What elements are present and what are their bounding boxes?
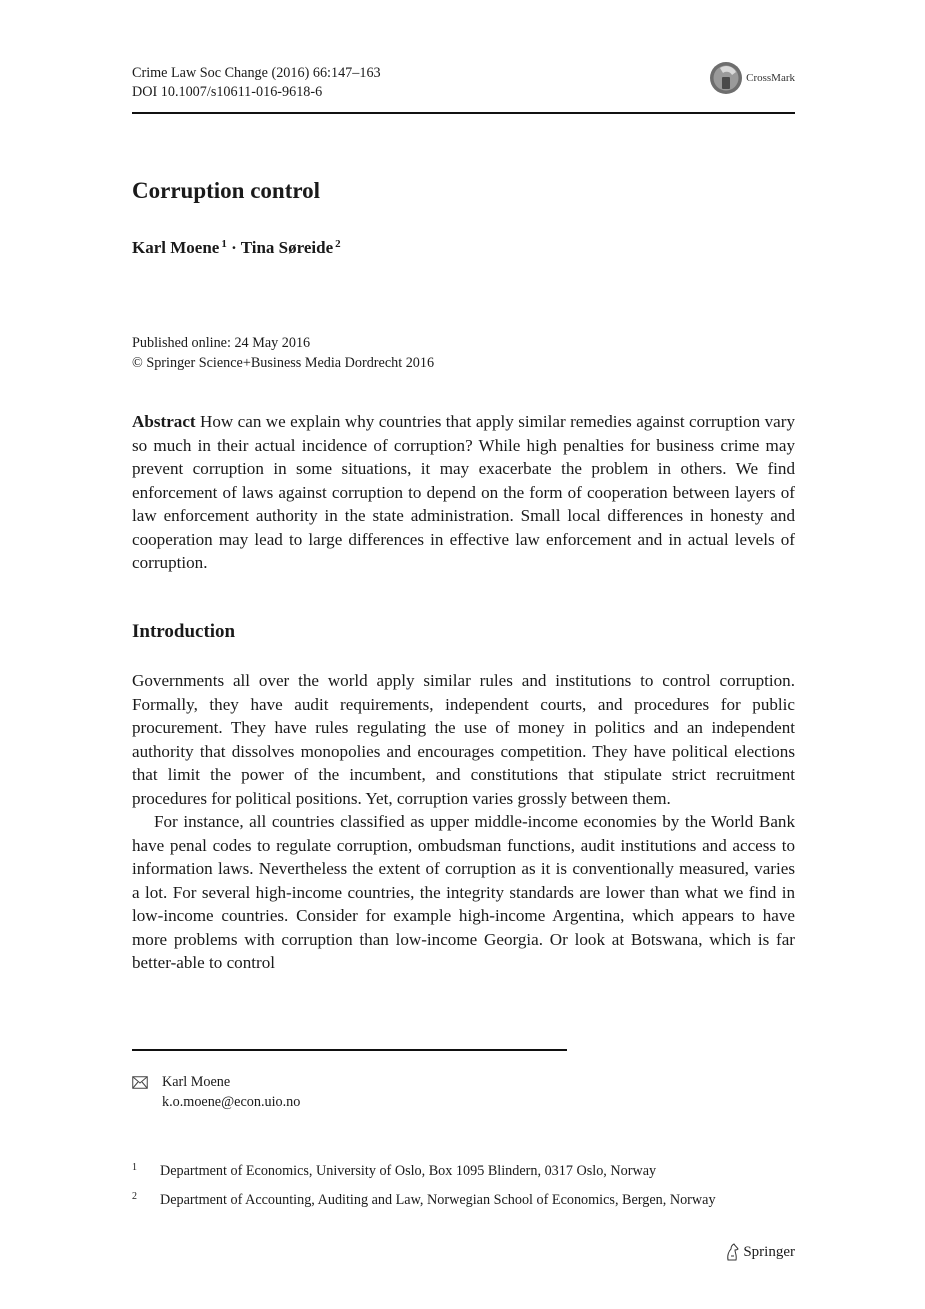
affiliation-text: Department of Accounting, Auditing and Law, Norwegian School of Economics, Bergen, Norway [160,1192,716,1208]
author-name[interactable]: Karl Moene [132,238,220,257]
abstract-label: Abstract [132,412,196,431]
paragraph: Governments all over the world apply similar rules and institutions to control corruption. Formally, they have audit requirements, independent courts, and procedures for public procurement. They have rules regulating the use of money in politics and an independent authority that dissolves monopolies and encourages competition. They have political elections that limit the power of the incumbent, and constitutions that stipulate strict recruitment procedures for political positions. Yet, corruption varies grossly between them. [132,671,795,808]
springer-horse-icon [725,1243,740,1262]
author-list [132,238,341,258]
running-head [132,64,381,102]
author-name[interactable]: Tina Søreide [240,238,334,257]
corresponding-name: Karl Moene [162,1074,231,1090]
crossmark-badge[interactable] [709,61,795,95]
paragraph: For instance, all countries classified as upper middle-income economies by the World Bank have penal codes to regulate corruption, ombudsman functions, audit institutions and access to information laws. Nevertheless the extent of corruption as it is conventionally measured, varies a lot. For several high-income countries, the integrity standards are lower than what we find in low-income countries. Consider for example high-income Argentina, which appears to have more problems with corruption than low-income Georgia. Or look at Botswana, which is far better-able to control [132,812,795,972]
published-date: Published online: 24 May 2016 [132,335,311,351]
affiliation-marker: 1 [221,238,227,250]
publication-info [132,333,434,373]
header-rule [132,112,795,114]
section-heading: Introduction [132,621,236,642]
corresponding-author [132,1072,300,1112]
copyright-notice: © Springer Science+Business Media Dordrecht 2016 [132,355,435,371]
author-separator: · [231,238,237,257]
affiliation-number: 1 [132,1162,137,1173]
affiliation-marker: 2 [335,238,341,250]
abstract [132,410,795,575]
publisher-name: Springer [743,1244,795,1260]
abstract-text: How can we explain why countries that apply similar remedies against corruption vary so much in their actual incidence of corruption? While high penalties for business crime may prevent corruption in some situations, it may exacerbate the problem in others. We find enforcement of laws against corruption to depend on the form of cooperation between layers of law enforcement authority in the state administration. Small local differences in honesty and cooperation may lead to large differences in effective law enforcement and in actual levels of corruption. [132,412,796,572]
article-title: Corruption control [132,178,321,203]
introduction-body [132,669,795,975]
affiliation-item [132,1190,716,1210]
affiliation-item [132,1161,656,1181]
crossmark-label: CrossMark [746,72,795,84]
affiliation-text: Department of Economics, University of Oslo, Box 1095 Blindern, 0317 Oslo, Norway [160,1163,657,1179]
doi[interactable]: DOI 10.1007/s10611-016-9618-6 [132,84,323,100]
journal-citation: Crime Law Soc Change (2016) 66:147–163 [132,65,381,81]
crossmark-icon [709,61,743,95]
footnote-rule [132,1049,567,1051]
corresponding-email[interactable]: k.o.moene@econ.uio.no [162,1094,301,1110]
envelope-icon [132,1076,148,1089]
paper-page [132,0,795,1309]
publisher-mark [725,1243,795,1262]
affiliation-number: 2 [132,1191,137,1202]
